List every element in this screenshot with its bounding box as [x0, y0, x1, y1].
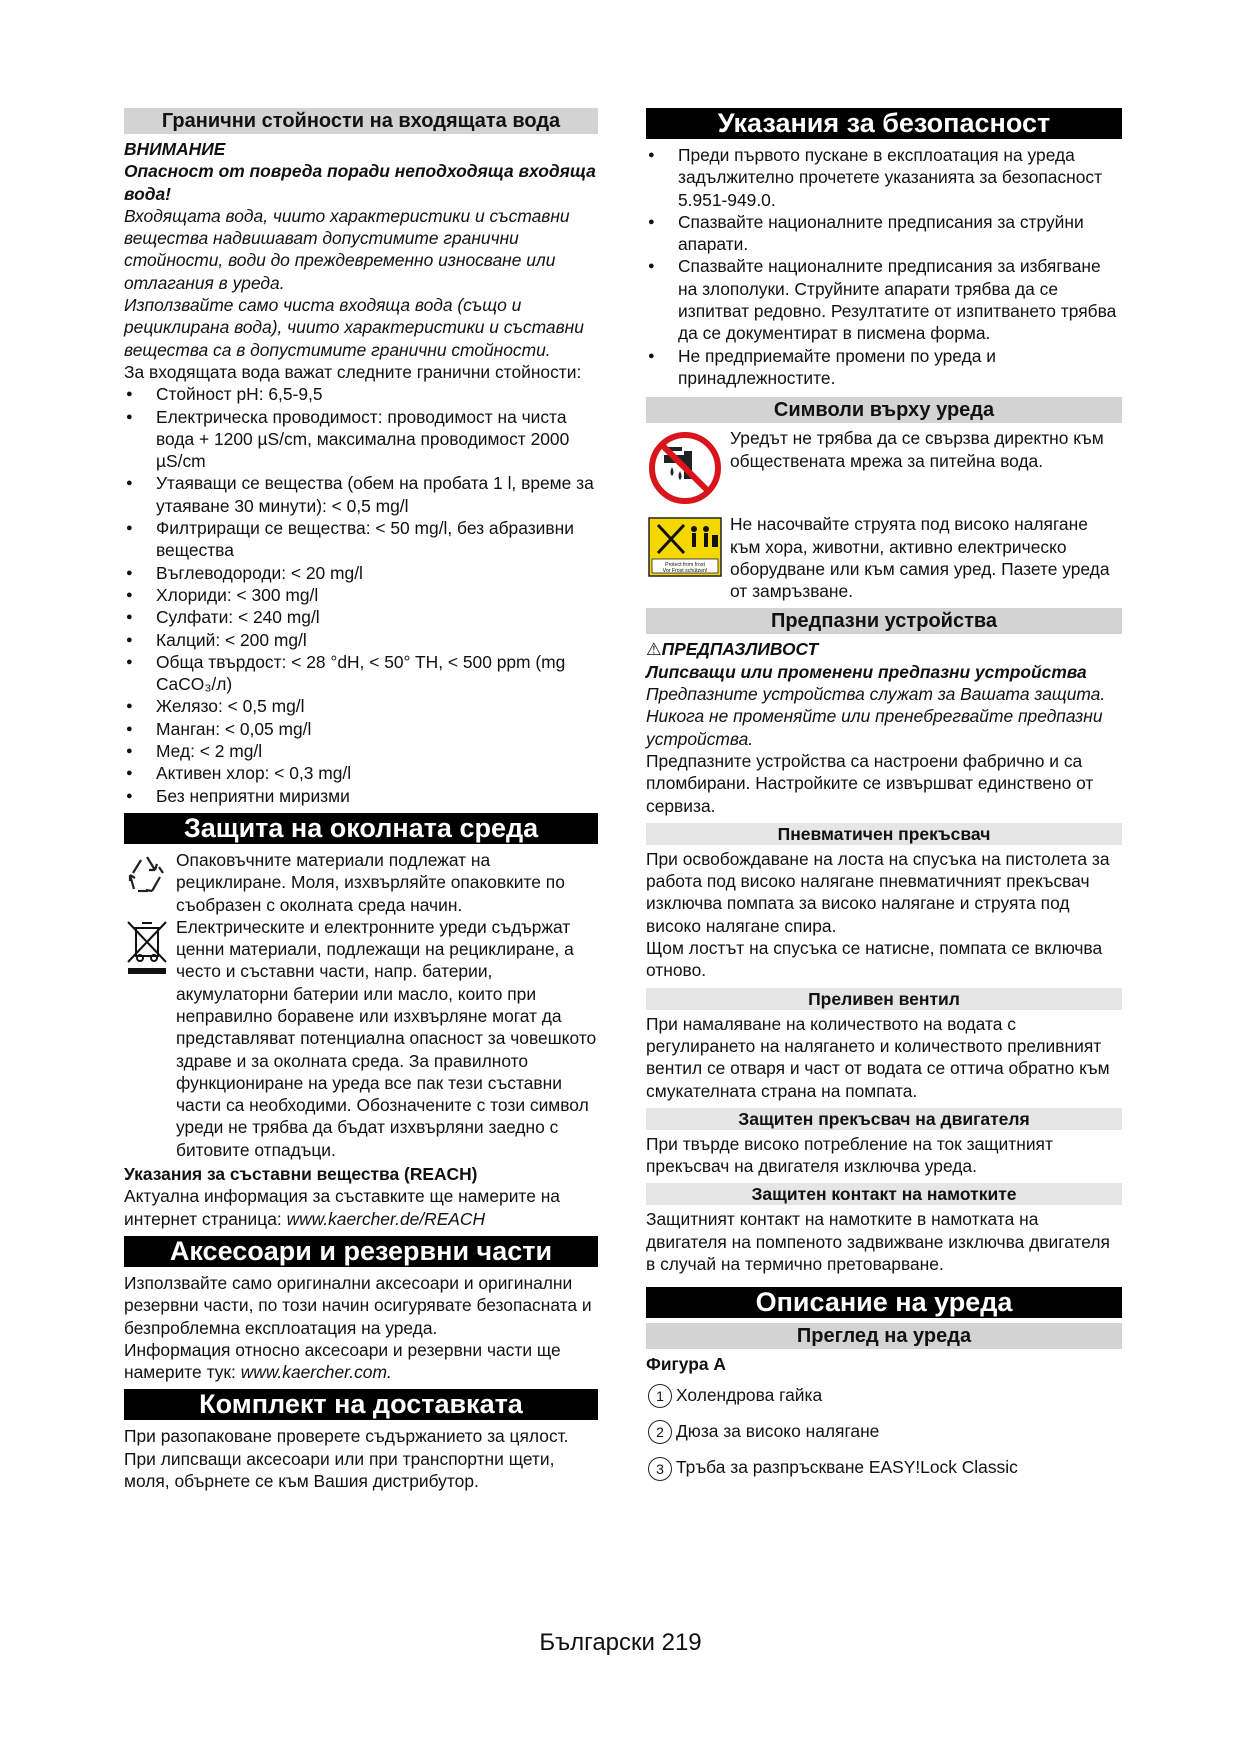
callout-number: 1	[648, 1384, 672, 1408]
list-item: ● Активен хлор: < 0,3 mg/l	[124, 762, 598, 784]
callout-number: 3	[648, 1457, 672, 1481]
caution-title: Липсващи или променени предпазни устройства	[646, 661, 1087, 682]
list-item: ● Обща твърдост: < 28 °dH, < 50° TH, < 500 ppm (mg CaCO₃/л)	[124, 651, 598, 696]
weee-block	[124, 916, 598, 1161]
list-item: ● Електрическа проводимост: проводимост на чиста вода + 1200 µS/cm, максимална проводимост 2000 µS/cm	[124, 406, 598, 473]
overview-heading: Преглед на уреда	[646, 1323, 1122, 1349]
list-item: ● Без неприятни миризми	[124, 785, 598, 807]
footer-language: Български	[539, 1629, 655, 1656]
callout-number: 2	[648, 1420, 672, 1444]
list-item: ● Филтриращи се вещества: < 50 mg/l, без абразивни вещества	[124, 517, 598, 562]
no-drinking-water-connection-icon	[648, 431, 722, 505]
warning-title: Опасност от повреда поради неподходяща входяща вода!	[124, 161, 596, 204]
accessories-text: Използвайте само оригинални аксесоари и оригинални резервни части, по този начин осигурявате безопасната и безпроблемна експлоатация на уреда.	[124, 1272, 592, 1338]
crossed-bin-icon	[124, 918, 170, 976]
accessories-link[interactable]: www.kaercher.com.	[240, 1362, 392, 1383]
accessories-info	[124, 1339, 598, 1384]
list-item: ● Сулфати: < 240 mg/l	[124, 606, 598, 628]
jet-warning-icon	[648, 517, 722, 577]
description-heading: Описание на уреда	[646, 1287, 1122, 1318]
safety-heading: Указания за безопасност	[646, 108, 1122, 139]
water-limits-list	[124, 383, 598, 807]
figure-label: Фигура А	[646, 1354, 726, 1375]
protective-devices-heading: Предпазни устройства	[646, 608, 1122, 634]
part-label: Холендрова гайка	[676, 1384, 823, 1405]
warning-text: Използвайте само чиста входяща вода (също и рециклирана вода), чиито характеристики и съставни вещества са в допустимите гранични стойности.	[124, 295, 584, 360]
environment-heading: Защита на околната среда	[124, 813, 598, 844]
warning-triangle-icon: ⚠	[646, 639, 662, 660]
warning-text: Входящата вода, чиито характеристики и съставни вещества надвишават допустимите гранични стойности, води до преждевременно износване или отлагания в уреда.	[124, 205, 570, 293]
winding-text: Защитният контакт на намотките в намотката на двигателя на помпеното задвижване изключва двигателя в случай на термично претоварване.	[646, 1209, 1110, 1274]
right-column	[646, 108, 1122, 1493]
list-item: ● Утаяващи се вещества (обем на пробата 1 l, време за утаяване 30 минути): < 0,5 mg/l	[124, 472, 598, 517]
packaging-block	[124, 849, 598, 916]
symbol-row-drinking-water	[646, 427, 1122, 505]
accessories-info-text: Информация относно аксесоари и резервни части ще намерите тук:	[124, 1339, 561, 1383]
caution-label-row	[646, 638, 1122, 660]
reach-text: Актуална информация за съставките ще намерите на интернет страница:	[124, 1186, 560, 1229]
list-item: ● Манган: < 0,05 mg/l	[124, 718, 598, 740]
list-item: ● Спазвайте националните предписания за струйни апарати.	[646, 211, 1122, 256]
sign-text: Protect from frost	[665, 562, 705, 569]
recycling-icon	[124, 851, 170, 897]
list-item: ● Спазвайте националните предписания за избягване на злополуки. Струйните апарати трябва да се изпитват редовно. Резултатите от изпитването трябва да се документират в писмена форма.	[646, 255, 1122, 344]
list-item: ● Преди първото пускане в експлоатация на уреда задължително прочетете указанията за безопасност 5.951-949.0.	[646, 144, 1122, 211]
water-limits-intro: За входящата вода важат следните гранични стойности:	[124, 361, 582, 382]
pneumatic-text: Щом лостът на спусъка се натисне, помпата се включва отново.	[646, 938, 1103, 981]
reach-link[interactable]: www.kaercher.de/REACH	[286, 1208, 486, 1229]
page-footer	[0, 1629, 1241, 1657]
left-column	[124, 108, 598, 1492]
list-item: ● Стойност pH: 6,5-9,5	[124, 383, 598, 405]
list-item	[648, 1456, 1122, 1480]
protective-text: Предпазните устройства са настроени фабрично и са пломбирани. Настройките се извършват единствено от сервиза.	[646, 750, 1094, 816]
list-item	[648, 1420, 1122, 1444]
packaging-text: Опаковъчните материали подлежат на рециклиране. Моля, изхвърляйте опаковките по съобразен с околната среда начин.	[176, 849, 565, 915]
list-item: ● Калций: < 200 mg/l	[124, 629, 598, 651]
reach-paragraph	[124, 1185, 598, 1230]
weee-text: Електрическите и електронните уреди съдържат ценни материали, подлежащи на рециклиране, а често и съставни части, напр. батерии, акумулаторни батерии или масло, които при неправилно боравене или изхвърляне могат да представляват потенциална опасност за човешкото здраве и за околната среда. За правилното функциониране на уреда все пак тези съставни части са необходими. Обозначените с този символ уреди не трябва да бъдат изхвърляни заедно с битовите отпадъци.	[176, 916, 597, 1160]
symbol-row-jet-warning	[646, 513, 1122, 602]
motor-switch-text: При твърде високо потребление на ток защитният прекъсвач на двигателя изключва уреда.	[646, 1133, 1053, 1177]
pneumatic-switch-heading: Пневматичен прекъсвач	[646, 823, 1122, 845]
list-item: ● Хлориди: < 300 mg/l	[124, 584, 598, 606]
part-label: Тръба за разпръскване EASY!Lock Classic	[676, 1457, 1018, 1478]
warning-label: ВНИМАНИЕ	[124, 139, 226, 159]
motor-switch-heading: Защитен прекъсвач на двигателя	[646, 1108, 1122, 1130]
pneumatic-text: При освобождаване на лоста на спусъка на пистолета за работа под високо налягане пневматичният прекъсвач изключва помпата за високо налягане и струята под високо налягане спира.	[646, 848, 1110, 936]
list-item: ● Не предприемайте промени по уреда и принадлежностите.	[646, 345, 1122, 390]
accessories-heading: Аксесоари и резервни части	[124, 1236, 598, 1267]
caution-text: Никога не променяйте или пренебрегвайте предпазни устройства.	[646, 706, 1103, 749]
reach-title: Указания за съставни вещества (REACH)	[124, 1164, 478, 1185]
overflow-text: При намаляване на количеството на водата с регулирането на налягането и количеството преливният вентил се отваря и част от водата се оттича обратно към смукателната страна на помпата.	[646, 1013, 1110, 1101]
overflow-valve-heading: Преливен вентил	[646, 988, 1122, 1010]
symbols-heading: Символи върху уреда	[646, 397, 1122, 423]
caution-text: Предпазните устройства служат за Вашата защита.	[646, 684, 1106, 705]
list-item: ● Въглеводороди: < 20 mg/l	[124, 562, 598, 584]
part-label: Дюза за високо налягане	[676, 1420, 880, 1441]
list-item	[648, 1384, 1122, 1408]
page-number: 219	[661, 1629, 702, 1656]
list-item: ● Мед: < 2 mg/l	[124, 740, 598, 762]
list-item: ● Желязо: < 0,5 mg/l	[124, 695, 598, 717]
symbol-text: Уредът не трябва да се свързва директно към обществената мрежа за питейна вода.	[730, 428, 1104, 471]
sign-text: Vor Frost schützen!	[662, 568, 708, 575]
symbol-text: Не насочвайте струята под високо налягане към хора, животни, активно електрическо оборудване или към самия уред. Пазете уреда от замръзване.	[730, 514, 1110, 602]
winding-contact-heading: Защитен контакт на намотките	[646, 1183, 1122, 1205]
delivery-heading: Комплект на доставката	[124, 1389, 598, 1420]
safety-list	[646, 144, 1122, 389]
water-limits-heading: Гранични стойности на входящата вода	[124, 108, 598, 134]
caution-label: ПРЕДПАЗЛИВОСТ	[661, 639, 819, 660]
delivery-text: При разопаковане проверете съдържанието за цялост. При липсващи аксесоари или при транспортни щети, моля, обърнете се към Вашия дистрибутор.	[124, 1426, 569, 1492]
